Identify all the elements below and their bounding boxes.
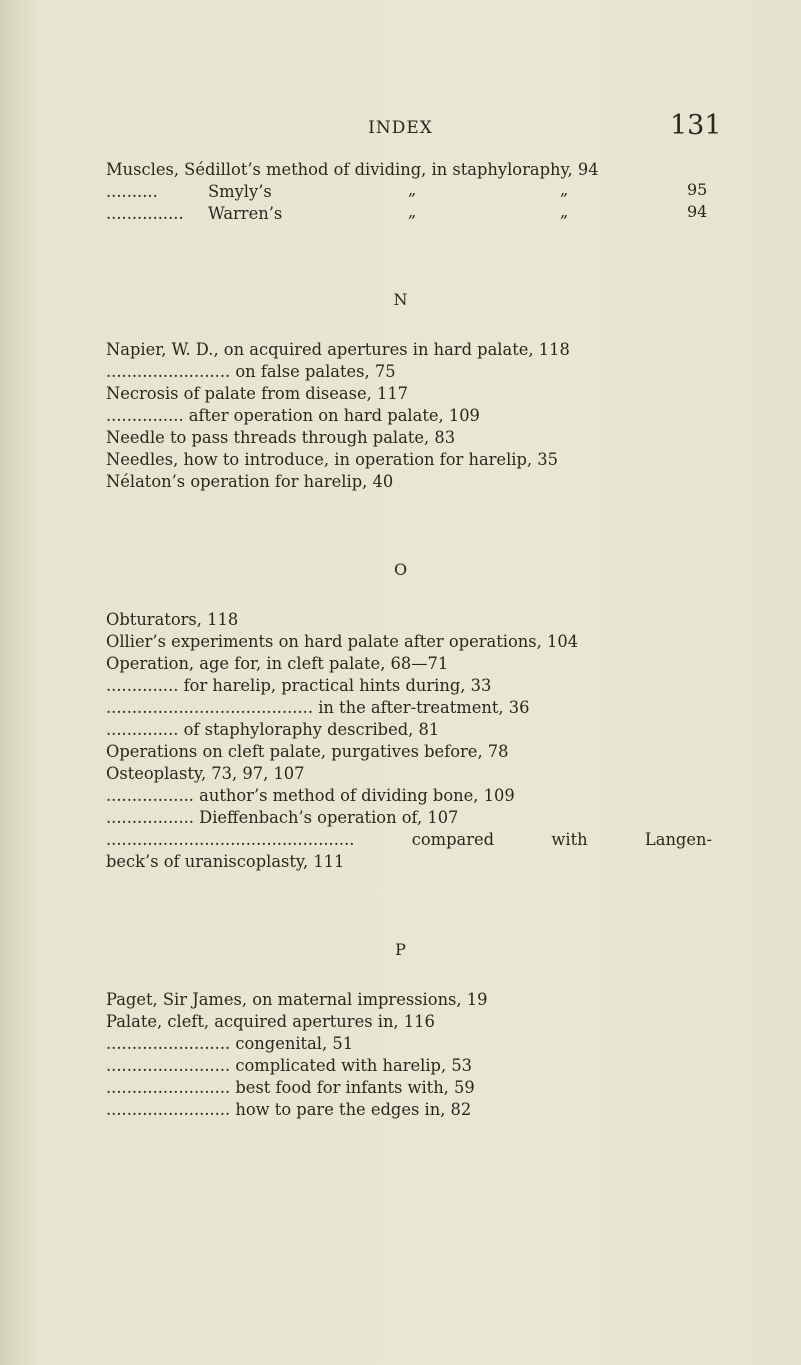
leader-dots: ................................................ (106, 830, 355, 849)
index-entry: Necrosis of palate from disease, 117 (106, 384, 409, 403)
index-entry: ........................ congenital, 51 (106, 1034, 354, 1053)
index-entry: .............. for harelip, practical hints during, 33 (106, 676, 492, 695)
entry-warren-dots: ............... (106, 204, 184, 223)
entry-smyly-dots: .......... (106, 182, 158, 201)
page-ref: 95 (687, 180, 708, 199)
entry-word: with (551, 830, 588, 849)
index-entry: ........................ on false palates, 75 (106, 362, 396, 381)
entry-word: compared (411, 830, 495, 849)
index-entry: ................. author’s method of dividing bone, 109 (106, 786, 515, 805)
entry-smyly-name: Smyly’s (208, 182, 272, 201)
section-heading-p: P (395, 940, 406, 959)
running-head: INDEX (368, 118, 433, 138)
index-entry: ............... after operation on hard palate, 109 (106, 406, 480, 425)
index-entry: Operation, age for, in cleft palate, 68—71 (106, 654, 449, 673)
index-entry: Napier, W. D., on acquired apertures in hard palate, 118 (106, 340, 570, 359)
page-ref: 94 (687, 202, 708, 221)
index-entry: ........................................ in the after-treatment, 36 (106, 698, 530, 717)
index-entry: .............. of staphyloraphy described, 81 (106, 720, 440, 739)
ditto-mark: „ (408, 202, 417, 221)
index-entry: Paget, Sir James, on maternal impressions, 19 (106, 990, 488, 1009)
index-entry: ........................ best food for infants with, 59 (106, 1078, 475, 1097)
index-entry-continuation: beck’s of uraniscoplasty, 111 (106, 852, 345, 871)
index-entry: Needle to pass threads through palate, 83 (106, 428, 456, 447)
index-entry: ........................ how to pare the edges in, 82 (106, 1100, 472, 1119)
page-number: 131 (670, 110, 722, 141)
ditto-mark: „ (560, 180, 569, 199)
entry-word: Langen- (644, 830, 712, 849)
index-entry: Ollier’s experiments on hard palate after operations, 104 (106, 632, 579, 651)
entry-warren-name: Warren’s (208, 204, 283, 223)
entry-muscles: Muscles, Sédillot’s method of dividing, in staphyloraphy, 94 (106, 160, 599, 179)
ditto-mark: „ (408, 180, 417, 199)
index-entry: Palate, cleft, acquired apertures in, 116 (106, 1012, 435, 1031)
ditto-mark: „ (560, 202, 569, 221)
index-entry: Operations on cleft palate, purgatives before, 78 (106, 742, 509, 761)
index-entry: ........................ complicated with harelip, 53 (106, 1056, 473, 1075)
index-entry: Osteoplasty, 73, 97, 107 (106, 764, 305, 783)
index-entry: Obturators, 118 (106, 610, 239, 629)
index-entry: Needles, how to introduce, in operation for harelip, 35 (106, 450, 558, 469)
index-entry: Nélaton’s operation for harelip, 40 (106, 472, 394, 491)
index-entry: ................. Dieffenbach’s operation of, 107 (106, 808, 459, 827)
section-heading-n: N (393, 290, 408, 309)
index-entry-long (106, 830, 712, 849)
section-heading-o: O (393, 560, 408, 579)
